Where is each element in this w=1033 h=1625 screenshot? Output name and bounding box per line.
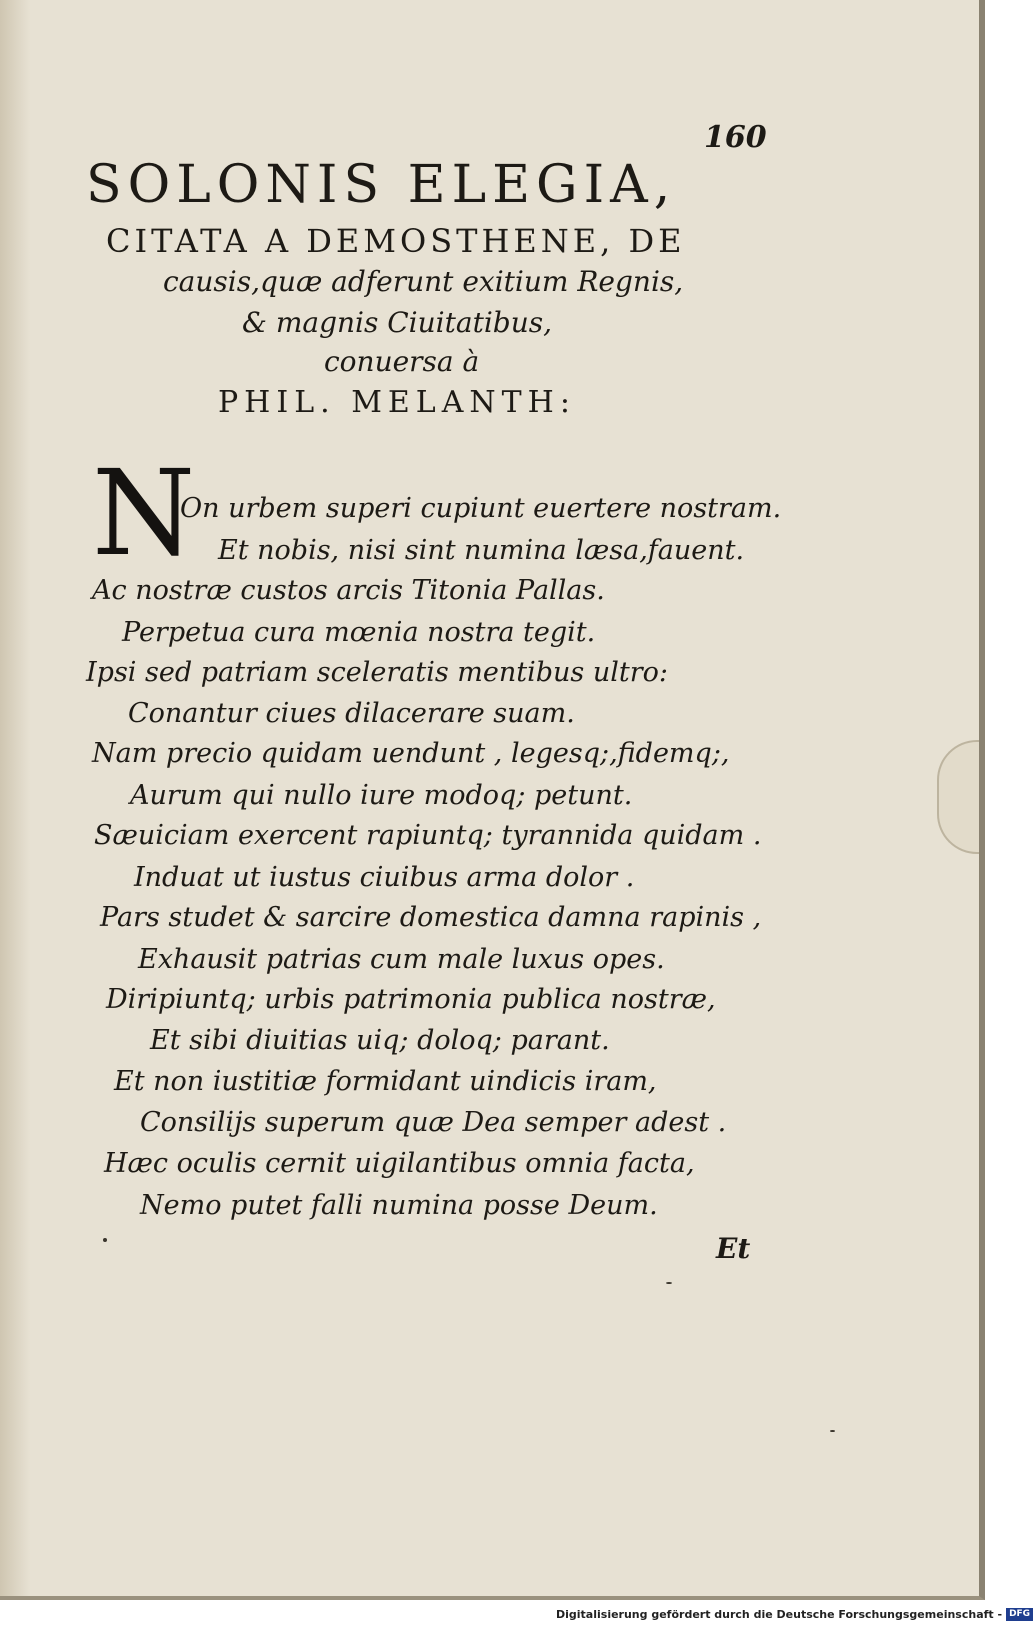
dfg-logo: DFG [1006, 1608, 1033, 1621]
verse-line-16: Consilijs superum quæ Dea semper adest . [140, 1107, 727, 1138]
verse-line-5: Ipsi sed patriam sceleratis mentibus ultro: [86, 657, 668, 688]
verse-line-11: Pars studet & sarcire domestica damna rapinis , [100, 902, 762, 933]
verse-line-12: Exhausit patrias cum male luxus opes. [138, 944, 665, 975]
verse-line-15: Et non iustitiæ formidant uindicis iram, [114, 1066, 657, 1097]
title-line-1: SOLONIS ELEGIA, [86, 155, 677, 215]
digitization-credit [556, 1606, 1033, 1622]
verse-line-14: Et sibi diuitias uiq; doloq; parant. [150, 1025, 610, 1056]
verse-line-8: Aurum qui nullo iure modoq; petunt. [130, 780, 633, 811]
verse-line-10: Induat ut iustus ciuibus arma dolor . [134, 862, 635, 893]
catchword: Et [716, 1232, 751, 1265]
verse-line-1: On urbem superi cupiunt euertere nostram. [180, 493, 782, 524]
verse-line-17: Hæc oculis cernit uigilantibus omnia facta, [104, 1148, 695, 1179]
page-edge-tab [937, 740, 979, 854]
verse-line-6: Conantur ciues dilacerare suam. [128, 698, 575, 729]
verse-line-7: Nam precio quidam uendunt , legesq;,fidemq;, [92, 738, 730, 769]
verse-line-9: Sæuiciam exercent rapiuntq; tyrannida quidam . [94, 820, 762, 851]
verse-line-2: Et nobis, nisi sint numina læsa,fauent. [218, 535, 745, 566]
verse-line-18: Nemo putet falli numina posse Deum. [140, 1190, 658, 1221]
ink-speck [666, 1282, 672, 1284]
title-line-6: PHIL. MELANTH: [218, 385, 576, 420]
verse-line-13: Diripiuntq; urbis patrimonia publica nostræ, [106, 984, 716, 1015]
credit-text: Digitalisierung gefördert durch die Deutsche Forschungsgemeinschaft - [556, 1607, 1003, 1621]
title-line-4: & magnis Ciuitatibus, [242, 306, 552, 339]
drop-cap: N [92, 444, 196, 582]
ink-speck [103, 1238, 107, 1242]
page-number: 160 [704, 120, 767, 155]
title-line-3: causis,quæ adferunt exitium Regnis, [163, 265, 684, 298]
title-line-5: conuersa à [324, 345, 480, 378]
verse-line-4: Perpetua cura mœnia nostra tegit. [122, 617, 596, 648]
verse-line-3: Ac nostræ custos arcis Titonia Pallas. [92, 575, 605, 606]
title-line-2: CITATA A DEMOSTHENE, DE [106, 222, 686, 260]
ink-speck [830, 1430, 835, 1432]
